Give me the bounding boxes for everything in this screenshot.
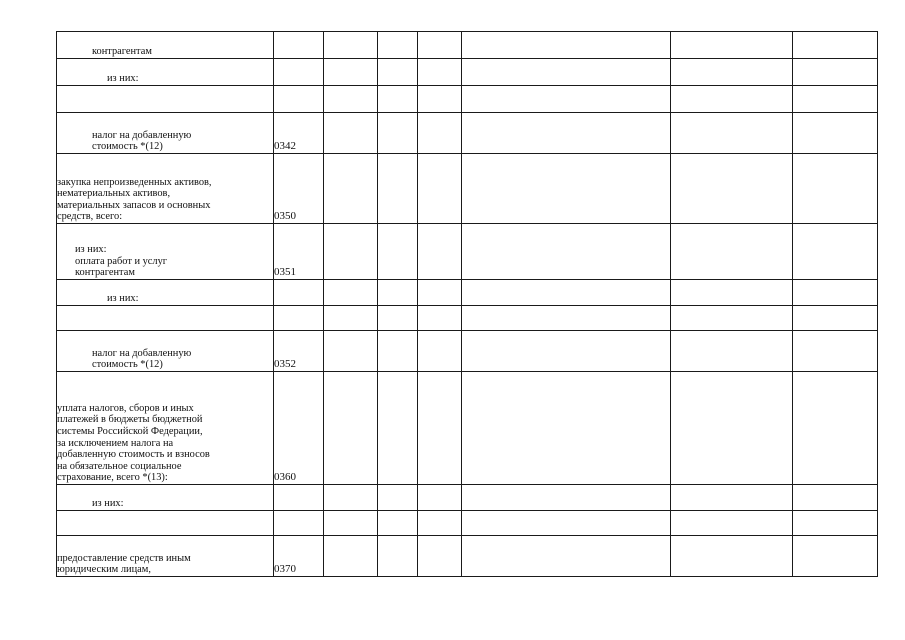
table-cell <box>324 331 378 372</box>
table-cell <box>378 59 418 86</box>
table-cell <box>462 536 671 577</box>
table-cell <box>378 113 418 154</box>
row-code: 0351 <box>274 224 324 280</box>
row-label: налог на добавленную стоимость *(12) <box>57 331 274 372</box>
row-code: 0370 <box>274 536 324 577</box>
table-cell <box>418 485 462 511</box>
table-cell <box>671 59 793 86</box>
row-code <box>274 59 324 86</box>
row-code: 0350 <box>274 154 324 224</box>
row-code <box>274 32 324 59</box>
table-row <box>57 331 878 372</box>
table-cell <box>462 485 671 511</box>
table-cell <box>418 224 462 280</box>
table-cell <box>671 154 793 224</box>
table-cell <box>378 536 418 577</box>
row-label: предоставление средств иным юридическим лицам, <box>57 536 274 577</box>
table-cell <box>324 511 378 536</box>
table-cell <box>793 511 878 536</box>
table-cell <box>793 86 878 113</box>
table-cell <box>324 372 378 485</box>
row-code: 0360 <box>274 372 324 485</box>
row-code <box>274 280 324 306</box>
table-cell <box>462 113 671 154</box>
table-cell <box>462 511 671 536</box>
table-row <box>57 59 878 86</box>
table-cell <box>793 485 878 511</box>
table-cell <box>418 306 462 331</box>
table-row <box>57 536 878 577</box>
table-row <box>57 224 878 280</box>
table-cell <box>418 511 462 536</box>
table-cell <box>418 32 462 59</box>
row-label: из них: <box>57 280 274 306</box>
table-row <box>57 511 878 536</box>
table-cell <box>462 372 671 485</box>
table-cell <box>324 86 378 113</box>
table-cell <box>671 32 793 59</box>
table-cell <box>462 86 671 113</box>
table-cell <box>418 536 462 577</box>
table-cell <box>418 331 462 372</box>
table-cell <box>462 224 671 280</box>
table-cell <box>793 536 878 577</box>
row-label: контрагентам <box>57 32 274 59</box>
row-code <box>274 306 324 331</box>
table-row <box>57 154 878 224</box>
table-cell <box>793 32 878 59</box>
table-cell <box>462 154 671 224</box>
table-cell <box>324 32 378 59</box>
table-cell <box>324 306 378 331</box>
table-row <box>57 485 878 511</box>
table-cell <box>671 536 793 577</box>
table-cell <box>324 154 378 224</box>
report-table <box>56 31 878 577</box>
table-cell <box>462 59 671 86</box>
table-cell <box>418 113 462 154</box>
row-label: налог на добавленную стоимость *(12) <box>57 113 274 154</box>
table-cell <box>418 372 462 485</box>
table-row <box>57 113 878 154</box>
table-cell <box>462 32 671 59</box>
table-cell <box>324 485 378 511</box>
table-cell <box>378 485 418 511</box>
row-label <box>57 306 274 331</box>
table-cell <box>418 280 462 306</box>
table-row <box>57 86 878 113</box>
table-cell <box>671 113 793 154</box>
table-cell <box>671 372 793 485</box>
row-label: из них: <box>57 485 274 511</box>
row-label <box>57 86 274 113</box>
table-cell <box>462 280 671 306</box>
table-cell <box>418 154 462 224</box>
table-cell <box>671 280 793 306</box>
row-label: закупка непроизведенных активов, нематериальных активов, материальных запасов и основных средств, всего: <box>57 154 274 224</box>
row-code: 0342 <box>274 113 324 154</box>
table-cell <box>793 154 878 224</box>
table-cell <box>378 32 418 59</box>
table-cell <box>462 331 671 372</box>
row-label: уплата налогов, сборов и иных платежей в бюджеты бюджетной системы Российской Федерации, за исключением налога на добавленную стоимость и взносов на обязательное социальное страхование, всего *(13): <box>57 372 274 485</box>
table-cell <box>378 154 418 224</box>
row-code <box>274 511 324 536</box>
row-label: из них: оплата работ и услуг контрагентам <box>57 224 274 280</box>
table-cell <box>378 372 418 485</box>
table-cell <box>793 372 878 485</box>
table-cell <box>378 511 418 536</box>
table-cell <box>793 331 878 372</box>
row-code <box>274 86 324 113</box>
table-cell <box>793 306 878 331</box>
table-cell <box>378 280 418 306</box>
table-cell <box>324 59 378 86</box>
table-cell <box>793 113 878 154</box>
table-cell <box>378 306 418 331</box>
table-cell <box>324 224 378 280</box>
table-row <box>57 32 878 59</box>
row-code <box>274 485 324 511</box>
row-label <box>57 511 274 536</box>
table-row <box>57 372 878 485</box>
row-code: 0352 <box>274 331 324 372</box>
table-cell <box>671 331 793 372</box>
table-row <box>57 306 878 331</box>
table-cell <box>671 224 793 280</box>
table-cell <box>324 536 378 577</box>
table-cell <box>378 331 418 372</box>
table-cell <box>418 59 462 86</box>
row-label: из них: <box>57 59 274 86</box>
table-cell <box>793 224 878 280</box>
table-cell <box>671 306 793 331</box>
table-cell <box>793 280 878 306</box>
table-cell <box>378 86 418 113</box>
table-cell <box>671 485 793 511</box>
table-row <box>57 280 878 306</box>
table-cell <box>671 86 793 113</box>
table-cell <box>793 59 878 86</box>
table-cell <box>671 511 793 536</box>
table-cell <box>462 306 671 331</box>
table-cell <box>378 224 418 280</box>
table-cell <box>324 113 378 154</box>
table-cell <box>418 86 462 113</box>
table-cell <box>324 280 378 306</box>
